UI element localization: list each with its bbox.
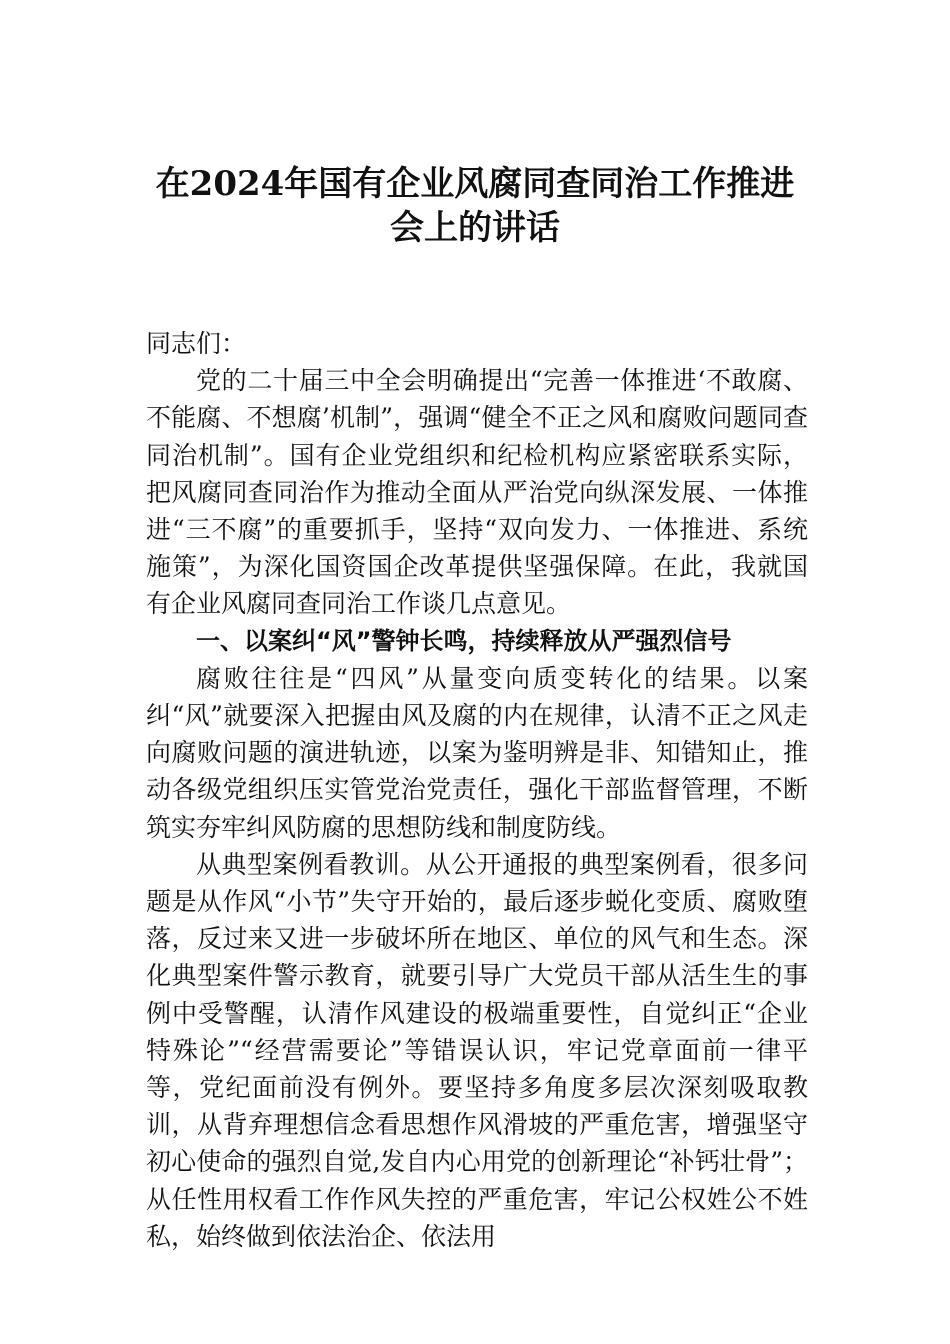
salutation: 同志们： xyxy=(146,329,247,358)
section-1-heading: 一、以案纠“风”警钟长鸣，持续释放从严强烈信号 xyxy=(196,626,732,655)
document-title-line-1: 在2024年国有企业风腐同查同治工作推进 xyxy=(155,164,795,204)
intro-paragraph: 党的二十届三中全会明确提出“完善一体推进‘不敢腐、不能腐、不想腐’机制”，强调“健全不正之风和腐败问题同查同治机制”。国有企业党组织和纪检机构应紧密联系实际，把风腐同查同治作为推动全面从严治党向纵深发展、一体推进“三不腐”的重要抓手，坚持“双向发力、一体推进、系统施策”，为深化国资国企改革提供坚强保障。在此，我就国有企业风腐同查同治工作谈几点意见。 xyxy=(146,366,808,619)
document-body xyxy=(146,325,808,1255)
document-title-line-2: 会上的讲话 xyxy=(390,208,560,248)
section-1-paragraph-2: 从典型案例看教训。从公开通报的典型案例看，很多问题是从作风“小节”失守开始的，最后逐步蜕化变质、腐败堕落，反过来又进一步破坏所在地区、单位的风气和生态。深化典型案件警示教育，就要引导广大党员干部从活生生的事例中受警醒，认清作风建设的极端重要性，自觉纠正“企业特殊论”“经营需要论”等错误认识，牢记党章面前一律平等，党纪面前没有例外。要坚持多角度多层次深刻吸取教训，从背弃理想信念看思想作风滑坡的严重危害，增强坚守初心使命的强烈自觉,发自内心用党的创新理论“补钙壮骨”；从任性用权看工作作风失控的严重危害，牢记公权姓公不姓私，始终做到依法治企、依法用 xyxy=(146,849,808,1251)
section-1-paragraph-1: 腐败往往是“四风”从量变向质变转化的结果。以案纠“风”就要深入把握由风及腐的内在规律，认清不正之风走向腐败问题的演进轨迹，以案为鉴明辨是非、知错知止，推动各级党组织压实管党治党责任，强化干部监督管理，不断筑实夯牢纠风防腐的思想防线和制度防线。 xyxy=(146,663,808,842)
